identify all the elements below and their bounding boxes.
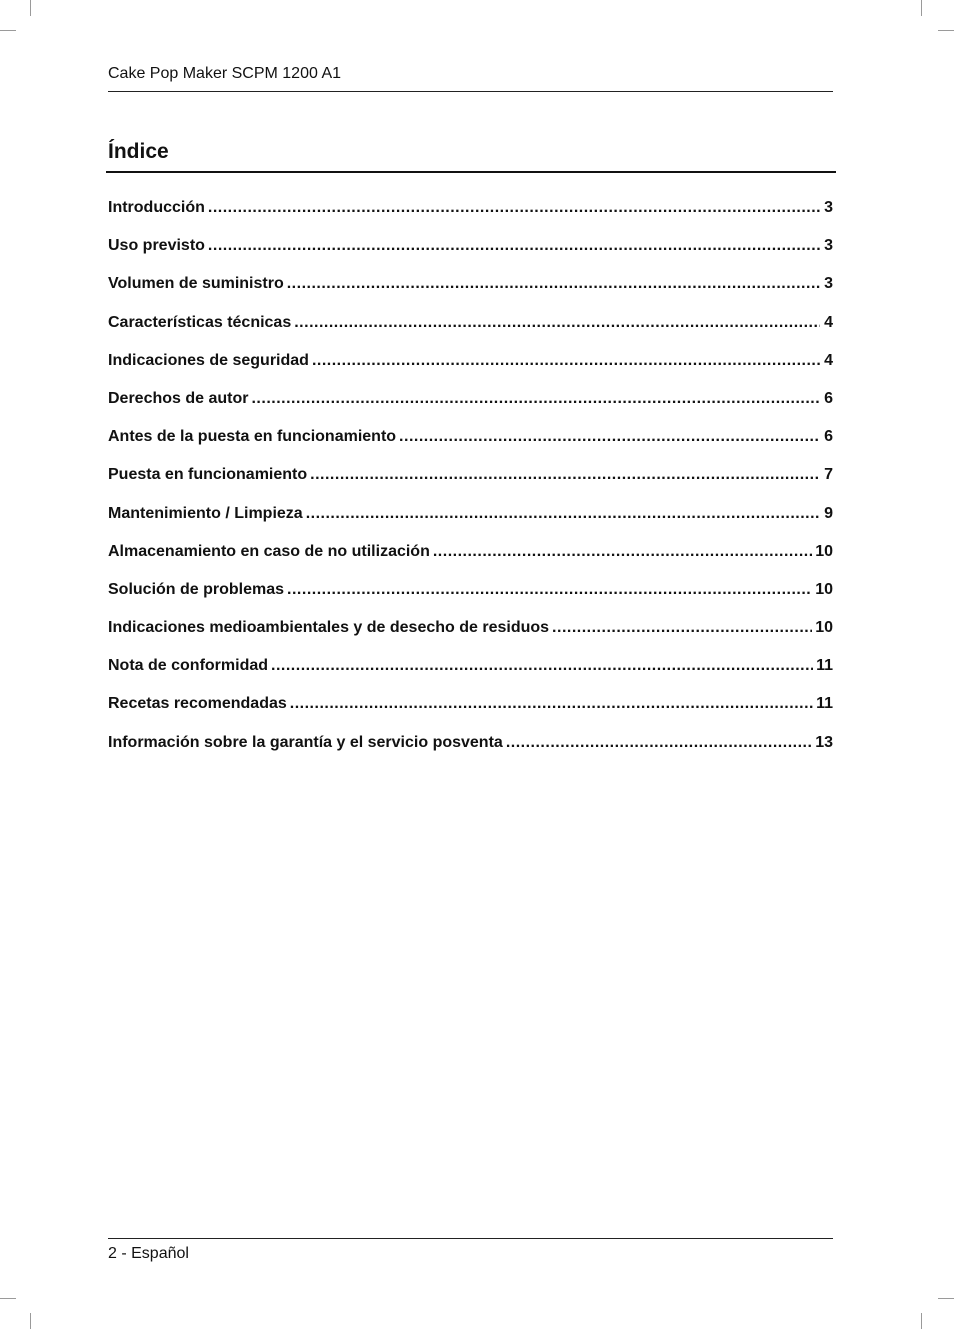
page-footer: 2 - Español: [108, 1245, 189, 1262]
crop-mark: [921, 0, 922, 16]
toc-entry-page: 6: [824, 428, 833, 446]
toc-entry[interactable]: [108, 581, 833, 619]
toc-entry-title: Puesta en funcionamiento: [108, 466, 308, 484]
toc-entry-title: Indicaciones medioambientales y de desecho de residuos: [108, 619, 550, 637]
toc-leader-dots: [552, 619, 812, 637]
toc-entry-title: Antes de la puesta en funcionamiento: [108, 428, 397, 446]
toc-leader-dots: [208, 199, 820, 217]
toc-entry-page: 7: [824, 466, 833, 484]
toc-leader-dots: [287, 275, 820, 293]
crop-mark: [938, 30, 954, 31]
toc-entry-title: Derechos de autor: [108, 389, 249, 407]
crop-mark: [0, 1298, 16, 1299]
toc-entry-page: 3: [824, 275, 833, 293]
toc-entry[interactable]: [108, 543, 833, 581]
toc-leader-dots: [290, 695, 813, 713]
footer-divider: [108, 1238, 833, 1239]
toc-entry-title: Mantenimiento / Limpieza: [108, 504, 303, 522]
crop-mark: [938, 1298, 954, 1299]
toc-entry[interactable]: [108, 734, 833, 772]
toc-entry[interactable]: [108, 428, 833, 466]
toc-entry[interactable]: [108, 695, 833, 733]
toc-leader-dots: [433, 543, 812, 561]
toc-entry-page: 10: [815, 619, 833, 637]
toc-entry-title: Introducción: [108, 199, 205, 216]
title-divider: [106, 171, 836, 173]
toc-entry-page: 3: [824, 237, 833, 255]
toc-entry-page: 9: [824, 504, 833, 522]
toc-leader-dots: [251, 390, 820, 408]
toc-entry-page: 10: [815, 580, 833, 598]
toc-leader-dots: [506, 734, 812, 752]
toc-leader-dots: [312, 352, 820, 370]
toc-entry-page: 6: [824, 389, 833, 407]
toc-entry[interactable]: [108, 275, 833, 313]
page-title: Índice: [108, 140, 169, 163]
toc-entry[interactable]: [108, 505, 833, 543]
toc-entry-title: Nota de conformidad: [108, 657, 269, 675]
toc-entry-title: Información sobre la garantía y el servicio posventa: [108, 733, 503, 751]
toc-leader-dots: [310, 466, 820, 484]
toc-entry[interactable]: [108, 352, 833, 390]
toc-leader-dots: [294, 314, 820, 332]
toc-entry[interactable]: [108, 466, 833, 504]
toc-entry-page: 11: [816, 657, 833, 675]
toc-entry[interactable]: [108, 314, 833, 352]
toc-entry-title: Almacenamiento en caso de no utilización: [108, 542, 430, 560]
toc-entry[interactable]: [108, 390, 833, 428]
table-of-contents: [108, 199, 833, 772]
toc-entry[interactable]: [108, 619, 833, 657]
toc-entry-title: Recetas recomendadas: [108, 695, 287, 713]
header-divider: [108, 91, 833, 92]
toc-entry-page: 11: [816, 695, 833, 713]
toc-entry-title: Características técnicas: [108, 313, 292, 331]
toc-leader-dots: [306, 505, 820, 523]
running-header: Cake Pop Maker SCPM 1200 A1: [108, 65, 342, 82]
toc-entry[interactable]: [108, 237, 833, 275]
toc-leader-dots: [208, 237, 820, 255]
toc-entry[interactable]: [108, 657, 833, 695]
toc-entry[interactable]: [108, 199, 833, 237]
crop-mark: [30, 1313, 31, 1329]
toc-entry-title: Volumen de suministro: [108, 275, 284, 293]
toc-entry-title: Uso previsto: [108, 237, 205, 255]
toc-entry-page: 3: [824, 199, 833, 216]
toc-leader-dots: [287, 581, 812, 599]
toc-leader-dots: [399, 428, 820, 446]
crop-mark: [921, 1313, 922, 1329]
crop-mark: [30, 0, 31, 16]
toc-entry-page: 10: [815, 542, 833, 560]
toc-leader-dots: [271, 657, 813, 675]
toc-entry-page: 4: [824, 313, 833, 331]
toc-entry-title: Solución de problemas: [108, 580, 285, 598]
toc-entry-page: 13: [815, 733, 833, 751]
crop-mark: [0, 30, 16, 31]
toc-entry-title: Indicaciones de seguridad: [108, 351, 309, 369]
toc-entry-page: 4: [824, 351, 833, 369]
